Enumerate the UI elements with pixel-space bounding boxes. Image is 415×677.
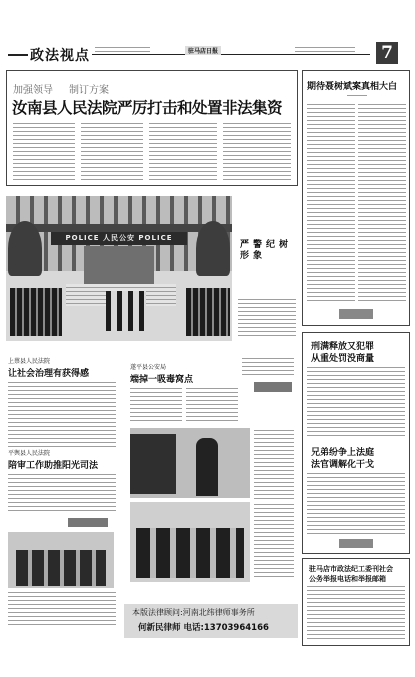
traffic-truck [130,434,176,494]
mid-body-col3 [242,358,294,376]
right-ad-body [307,586,405,640]
header-rule-left [8,54,28,56]
header-small-text [95,47,150,53]
photo-caption-vertical: 严警纪树形象 [240,240,293,261]
left-article-column [6,352,118,642]
left-photo-courtroom [8,532,114,588]
mid-body-col2 [186,388,238,424]
left-kicker-2: 平舆县人民法院 [8,450,51,457]
mid-photo-office [130,502,250,582]
office-people [136,528,244,578]
left-kicker-1: 上蔡县人民法院 [8,358,51,365]
courtroom-people [16,550,106,586]
trees-left [8,221,42,276]
left-title-2: 陪审工作助推阳光司法 [8,461,99,471]
mid-title: 端掉一吸毒窝点 [130,375,194,385]
footer-sponsor [124,604,298,638]
right-article-1 [302,70,410,326]
footer-hotline: 何新民律师 电话:13703964166 [138,623,269,633]
mid-kicker: 遂平县公安局 [130,364,167,371]
mid-photo-office-caption [254,504,294,580]
mid-photo-side-text [254,430,294,500]
photo-feature [6,196,298,346]
left-article-2-logo [68,518,108,527]
right-article-3-logo [339,539,373,548]
left-article-1-body [8,382,116,447]
right-article-2 [302,332,410,554]
masthead: 驻马店日报 [185,46,221,55]
lead-body-col2 [81,123,143,181]
building-roofline [6,224,232,232]
left-article-2-body [8,474,116,514]
lead-body-col4 [223,123,291,181]
mid-article [124,352,298,602]
right-ad-box [302,558,410,646]
mid-body-col1 [130,388,182,424]
right-article-2-title-line2: 从重处罚没商量 [311,354,375,364]
header-bar [0,44,415,66]
right-article-3-body [307,473,405,537]
lead-headline: 汝南县人民法院严厉打击和处置非法集资 [12,98,283,117]
police-station-photo [6,196,232,341]
header-date-text [295,47,355,53]
entrance [84,246,154,286]
photo-caption-text [238,299,296,339]
mid-photo-traffic [130,428,250,498]
mid-logo [254,382,292,392]
traffic-officer [196,438,218,496]
right-article-1-byline [347,95,367,99]
police-sign: POLICE 人民公安 POLICE [51,232,187,245]
right-article-1-body-b [358,104,406,304]
officers-left [10,288,62,336]
lead-story [6,70,298,186]
lead-body-col1 [13,123,75,181]
trees-right [196,221,230,276]
left-title-1: 让社会治理有获得感 [8,369,90,379]
page-number: 7 [376,42,398,64]
lead-kicker-right: 制订方案 [69,85,109,96]
right-article-1-logo [339,309,373,319]
right-article-1-title: 期待聂树斌案真相大白 [307,82,398,92]
right-article-2-title-line1: 刑满释放又犯罪 [311,342,375,352]
lead-kicker-left: 加强领导 [13,85,53,96]
footer-sponsor-line: 本版法律顾问:河南北纬律师事务所 [132,608,255,617]
right-article-3-title-line1: 兄弟纷争上法庭 [311,448,375,458]
right-article-2-body [307,367,405,437]
right-article-1-body-a [307,104,355,304]
right-article-3-title-line2: 法官调解化干戈 [311,460,375,470]
section-title: 政法视点 [30,48,90,64]
officers-right [186,288,230,336]
right-ad-title-line1: 驻马店市政法纪工委刊社会 [309,564,393,573]
left-photo-caption [8,592,116,626]
officers-center [106,291,146,331]
header-rule-right [92,54,370,55]
lead-body-col3 [149,123,217,181]
right-ad-title-line2: 公务举报电话和举报邮箱 [309,574,386,583]
